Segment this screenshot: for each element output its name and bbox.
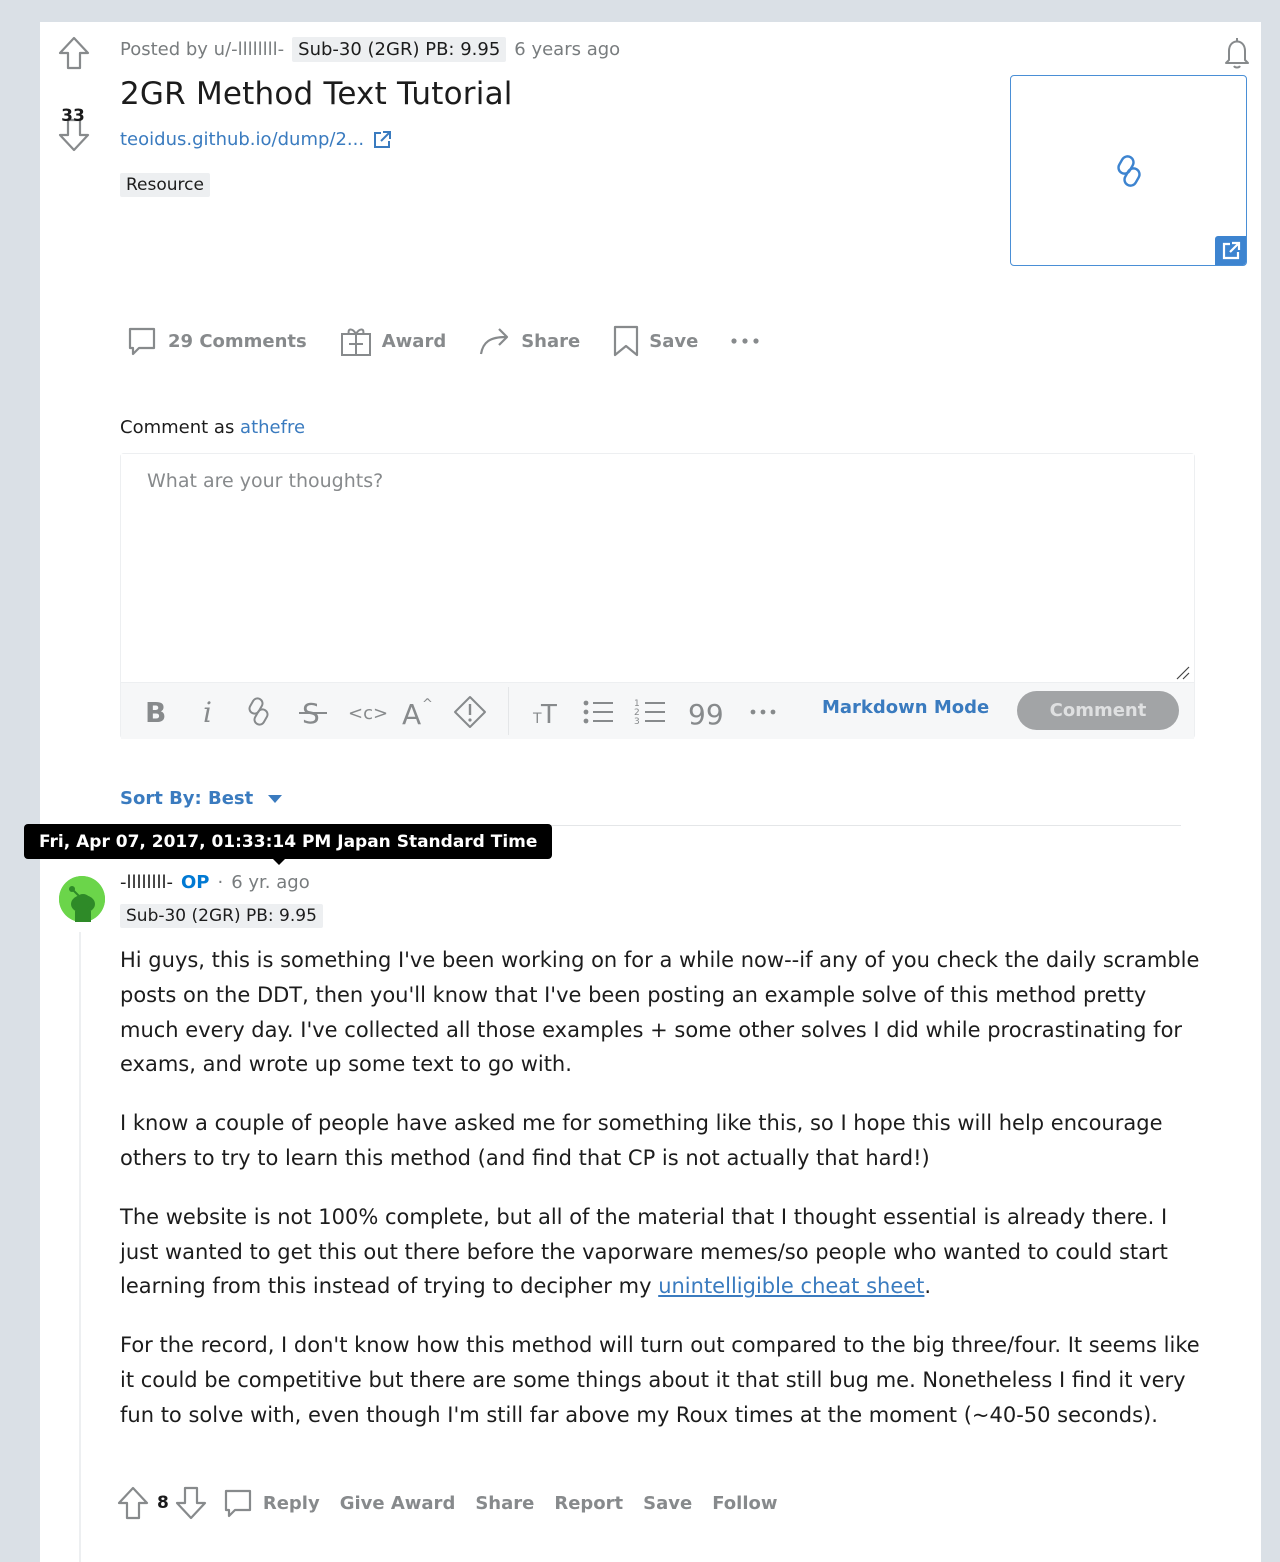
- upvote-icon[interactable]: [58, 36, 90, 70]
- comment-editor: [120, 453, 1195, 739]
- svg-text:A: A: [402, 698, 422, 731]
- post-card: [40, 22, 1261, 1562]
- comment-meta: [120, 872, 310, 893]
- post-time[interactable]: 6 years ago: [514, 39, 621, 60]
- comment-paragraph: [120, 1200, 1200, 1304]
- comment-author[interactable]: -llllllll-: [120, 872, 173, 893]
- link-icon: [1114, 154, 1144, 188]
- spoiler-icon[interactable]: [453, 695, 487, 729]
- post-meta: [120, 37, 620, 62]
- more-formatting-icon[interactable]: [749, 707, 779, 717]
- markdown-mode-button[interactable]: Markdown Mode: [822, 697, 990, 718]
- bold-icon[interactable]: [141, 695, 169, 729]
- superscript-icon[interactable]: [401, 695, 435, 729]
- svg-text:B: B: [145, 696, 167, 729]
- post-flair[interactable]: Resource: [120, 173, 210, 197]
- op-badge: OP: [181, 872, 210, 893]
- posted-by[interactable]: Posted by u/-llllllll-: [120, 39, 285, 60]
- bell-icon[interactable]: [1221, 36, 1253, 70]
- avatar[interactable]: [59, 876, 105, 922]
- downvote-icon[interactable]: [175, 1486, 207, 1520]
- svg-text:S: S: [302, 697, 320, 730]
- svg-text:i: i: [203, 696, 212, 729]
- comment-paragraph: For the record, I don't know how this method will turn out compared to the big three/four. It seems like it could be competitive but there are some things about it that still bug me. Nonetheless I find it very fun to solve with, even though I'm still far above my Roux times at the moment (~40-50 seconds).: [120, 1333, 1200, 1427]
- link-suffix: .: [924, 1274, 932, 1299]
- italic-icon[interactable]: [195, 695, 223, 729]
- comment-icon: [125, 324, 159, 358]
- formatting-toolbar: [121, 682, 1194, 739]
- svg-text:99: 99: [688, 698, 724, 731]
- save-button[interactable]: [612, 324, 698, 358]
- link-icon[interactable]: [245, 695, 273, 729]
- tooltip-arrow: [272, 858, 286, 865]
- upvote-icon[interactable]: [117, 1486, 149, 1520]
- post-score: 33: [61, 106, 85, 126]
- bulleted-list-icon[interactable]: [581, 695, 615, 729]
- svg-text:T: T: [541, 700, 557, 730]
- comment-time[interactable]: 6 yr. ago: [231, 872, 310, 893]
- svg-text:2: 2: [634, 708, 640, 718]
- comment-author-flair: Sub-30 (2GR) PB: 9.95: [120, 904, 323, 928]
- share-label: Share: [521, 330, 581, 352]
- report-button[interactable]: Report: [554, 1492, 624, 1514]
- quote-block-icon[interactable]: [687, 695, 724, 731]
- svg-text:T: T: [533, 711, 542, 727]
- svg-text:<c>: <c>: [348, 703, 389, 724]
- sort-dropdown[interactable]: [120, 788, 283, 809]
- link-thumbnail[interactable]: [1010, 75, 1247, 266]
- caret-down-icon: [267, 794, 283, 804]
- comment-score: 8: [157, 1493, 169, 1513]
- save-button[interactable]: Save: [643, 1492, 693, 1514]
- more-options-icon[interactable]: [730, 336, 760, 346]
- numbered-list-icon[interactable]: [633, 695, 667, 729]
- reply-button[interactable]: Reply: [262, 1492, 320, 1514]
- save-label: Save: [649, 330, 699, 352]
- comment-actions: [117, 1486, 778, 1520]
- svg-text:^: ^: [422, 697, 433, 712]
- sort-label: Sort By: Best: [120, 788, 254, 809]
- author-flair: Sub-30 (2GR) PB: 9.95: [292, 37, 506, 62]
- give-award-button[interactable]: Give Award: [339, 1492, 456, 1514]
- comments-button[interactable]: [125, 324, 307, 358]
- heading-icon[interactable]: [531, 695, 561, 729]
- bookmark-icon: [612, 324, 640, 358]
- gift-icon: [339, 324, 373, 358]
- cheat-sheet-link[interactable]: unintelligible cheat sheet: [658, 1274, 925, 1299]
- svg-text:1: 1: [634, 699, 640, 709]
- comment-as: [120, 417, 305, 438]
- comments-label: 29 Comments: [168, 330, 307, 352]
- resize-handle-icon[interactable]: [1176, 666, 1190, 680]
- comment-body: [120, 943, 1200, 1457]
- comment-input[interactable]: [121, 454, 1194, 680]
- award-button[interactable]: [339, 324, 446, 358]
- thread-line[interactable]: [79, 932, 81, 1562]
- current-username[interactable]: athefre: [240, 417, 306, 438]
- share-button[interactable]: [478, 324, 580, 358]
- timestamp-tooltip: Fri, Apr 07, 2017, 01:33:14 PM Japan Standard Time: [24, 824, 552, 859]
- toolbar-divider: [508, 687, 509, 735]
- post-actions: [125, 324, 760, 358]
- post-title[interactable]: 2GR Method Text Tutorial: [120, 76, 513, 112]
- submit-comment-button[interactable]: Comment: [1017, 691, 1179, 730]
- strikethrough-icon[interactable]: [297, 695, 329, 729]
- comment-icon[interactable]: [221, 1486, 255, 1520]
- svg-text:3: 3: [634, 717, 640, 727]
- post-link-text[interactable]: teoidus.github.io/dump/2...: [120, 129, 365, 150]
- comment-paragraph: Hi guys, this is something I've been working on for a while now--if any of you check the daily scramble posts on the DDT, then you'll know that I've been posting an example solve of this method pretty much every day. I've collected all those examples + some other solves I did while procrastinating for exams, and wrote up some text to go with.: [120, 948, 1200, 1077]
- post-link[interactable]: [120, 129, 392, 150]
- comment-paragraph: I know a couple of people have asked me for something like this, so I hope this will help encourage others to try to learn this method (and find that CP is not actually that hard!): [120, 1111, 1163, 1170]
- external-link-icon[interactable]: [372, 130, 392, 150]
- open-external-icon[interactable]: [1215, 236, 1246, 265]
- share-button[interactable]: Share: [475, 1492, 535, 1514]
- follow-button[interactable]: Follow: [712, 1492, 778, 1514]
- comment-paragraph-text: The website is not 100% complete, but all of the material that I thought essential is already there. I just wanted to get this out there before the vaporware memes/so people who wanted to could start learning from this instead of trying to decipher my: [120, 1204, 1168, 1299]
- share-icon: [478, 324, 512, 358]
- award-label: Award: [381, 330, 447, 352]
- comment-as-label: Comment as: [120, 417, 241, 438]
- inline-code-icon[interactable]: [347, 695, 389, 729]
- meta-separator: ·: [217, 872, 224, 893]
